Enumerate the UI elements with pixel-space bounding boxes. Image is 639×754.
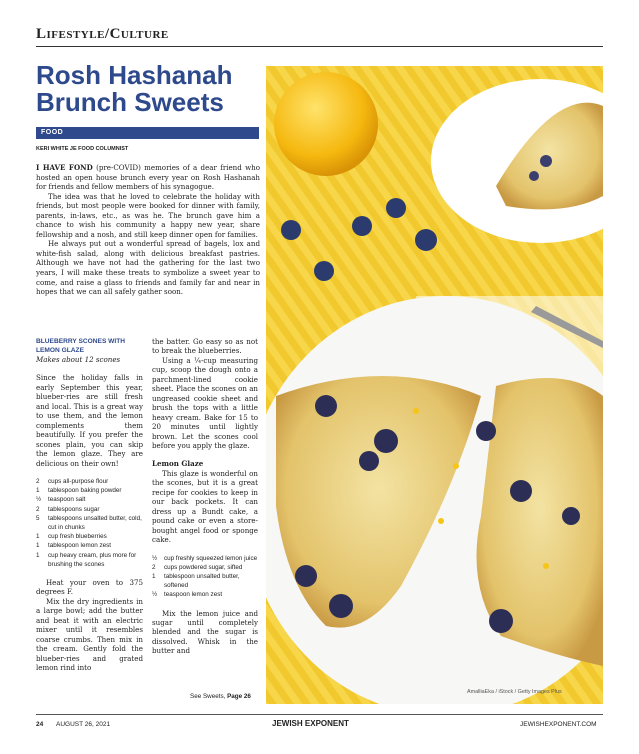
ingredient bbox=[36, 532, 143, 541]
blueberry bbox=[415, 229, 437, 251]
blueberry bbox=[314, 261, 334, 281]
article-intro bbox=[36, 163, 260, 297]
blueberry bbox=[476, 421, 496, 441]
intro-text-1: (pre-COVID) memories of a dear friend who hosted an open house brunch every year on Rosh Hashanah for friends and fellow members of his synagogue. bbox=[36, 163, 260, 192]
recipe-step-2-continued: the batter. Go easy so as not to break the blueberries. bbox=[152, 337, 258, 356]
ingredient-text: cups powdered sugar, sifted bbox=[164, 563, 243, 571]
recipe-column-2 bbox=[152, 337, 258, 656]
recipe-step-1: Heat your oven to 375 degrees F. bbox=[36, 578, 143, 597]
ingredient-text: teaspoon salt bbox=[48, 496, 86, 504]
blueberry bbox=[281, 220, 301, 240]
ingredient bbox=[36, 551, 143, 569]
photo-illustration bbox=[266, 66, 603, 704]
intro-lead: I HAVE FOND bbox=[36, 163, 93, 172]
ingredient-text: tablespoon unsalted butter, softened bbox=[164, 572, 240, 590]
page-number: 24 bbox=[36, 721, 44, 728]
ingredient-qty: ½ bbox=[36, 496, 42, 504]
recipe-intro: Since the holiday falls in early September this year, blueber-ries are still fresh and local. This is a great way to use them, and the lemon complements them beautifully. If you prefer the scones plain, you can skip the lemon glaze. They are delicious on their own! bbox=[36, 373, 143, 468]
blueberry bbox=[489, 609, 513, 633]
ingredient bbox=[36, 505, 143, 514]
blueberry bbox=[386, 198, 406, 218]
lemon-zest bbox=[543, 563, 549, 569]
food-photo bbox=[266, 66, 603, 704]
continuation-prefix: See Sweets, bbox=[190, 693, 228, 700]
ingredient-text: cups all-purpose flour bbox=[48, 477, 109, 485]
intro-paragraph-2: The idea was that he loved to celebrate the holiday with friends, but most people were booked for dinner with family, parents, in-laws, etc., as was he. The brunch gave him a chance to wish his community a happy new year, share fellowship and a nosh, and still keep dinner open for families. bbox=[36, 191, 260, 239]
ingredient-qty: 2 bbox=[36, 505, 40, 513]
category-tag: FOOD bbox=[36, 127, 259, 139]
continuation-link[interactable] bbox=[190, 693, 251, 700]
blueberry bbox=[359, 451, 379, 471]
glaze-title: Lemon Glaze bbox=[152, 459, 204, 469]
blueberry bbox=[562, 507, 580, 525]
ingredient-qty: 1 bbox=[36, 542, 40, 550]
blueberry bbox=[540, 155, 552, 167]
ingredient-qty: 1 bbox=[36, 551, 40, 559]
ingredient-qty: 5 bbox=[36, 514, 40, 522]
blueberry bbox=[295, 565, 317, 587]
ingredient-qty: ½ bbox=[152, 554, 158, 562]
ingredient bbox=[36, 477, 143, 486]
lemon-zest bbox=[453, 463, 459, 469]
lemon bbox=[274, 72, 378, 176]
ingredient bbox=[152, 554, 258, 563]
recipe-title: BLUEBERRY SCONES WITH LEMON GLAZE bbox=[36, 338, 126, 354]
blueberry bbox=[529, 171, 539, 181]
blueberry bbox=[315, 395, 337, 417]
ingredient bbox=[152, 590, 258, 599]
footer-divider bbox=[36, 714, 603, 715]
ingredient-qty: 2 bbox=[36, 477, 40, 485]
byline: KERI WHITE JE FOOD COLUMNIST bbox=[36, 146, 129, 152]
lemon-zest bbox=[413, 408, 419, 414]
glaze-ingredient-list bbox=[152, 554, 258, 600]
ingredient-qty: 1 bbox=[36, 487, 40, 495]
ingredient-qty: 1 bbox=[152, 572, 156, 580]
ingredient-text: cup fresh blueberries bbox=[48, 533, 107, 541]
ingredient-list bbox=[36, 477, 143, 569]
continuation-page: Page 26 bbox=[227, 693, 251, 700]
ingredient-text: tablespoons sugar bbox=[48, 505, 100, 513]
website-link[interactable]: JEWISHEXPONENT.COM bbox=[520, 721, 597, 728]
blueberry bbox=[329, 594, 353, 618]
blueberry bbox=[374, 429, 398, 453]
blueberry bbox=[352, 216, 372, 236]
section-header: Lifestyle/Culture bbox=[36, 26, 169, 42]
ingredient bbox=[36, 541, 143, 550]
recipe-yield: Makes about 12 scones bbox=[36, 355, 121, 364]
article-headline: Rosh Hashanah Brunch Sweets bbox=[36, 60, 233, 117]
recipe-step-3: Using a ¼-cup measuring cup, scoop the dough onto a parchment-lined cookie sheet. Place the scones on an ungreased cookie sheet and brush the tops with a little heavy cream. Bake for 15 to 20 minutes until lightly brown. Let the scones cool before you apply the glaze. bbox=[152, 355, 258, 450]
ingredient-text: cup heavy cream, plus more for brushing the scones bbox=[48, 551, 137, 568]
glaze-intro: This glaze is wonderful on the scones, but it is a great recipe for cookies to keep in our back pockets. It can dress up a Bundt cake, a pound cake or even a store-bought angel food or sponge cake. bbox=[152, 468, 258, 545]
publication-name: JEWISH EXPONENT bbox=[272, 719, 349, 728]
intro-paragraph-3: He always put out a wonderful spread of bagels, lox and white-fish salad, along with delicious breakfast pastries. Although we have not had the gathering for the last two years, I will make these treats to symbolize a sweet year to come, and raise a glass to friends and family far and near in hopes that we can all safely gather soon. bbox=[36, 239, 260, 297]
photo-credit: AmalliaEka / iStock / Getty Images Plus bbox=[467, 689, 562, 695]
ingredient-text: teaspoon lemon zest bbox=[164, 591, 223, 599]
ingredient bbox=[36, 514, 143, 532]
section-divider bbox=[36, 46, 603, 47]
ingredient bbox=[152, 563, 258, 572]
blueberry bbox=[510, 480, 532, 502]
ingredient-text: tablespoons unsalted butter, cold, cut in chunks bbox=[48, 514, 142, 531]
ingredient-text: tablespoon baking powder bbox=[48, 487, 122, 495]
ingredient-qty: 1 bbox=[36, 533, 40, 541]
lemon-zest bbox=[438, 518, 444, 524]
ingredient-text: cup freshly squeezed lemon juice bbox=[164, 554, 258, 562]
ingredient-text: tablespoon lemon zest bbox=[48, 542, 112, 550]
recipe-step-2: Mix the dry ingredients in a large bowl; add the butter and beat it with an electric mixer until it resembles coarse crumbs. Then mix in the cream. Gently fold the blueber-ries and grated lemon rind into bbox=[36, 596, 143, 673]
glaze-step: Mix the lemon juice and sugar until completely blended and the sugar is dissolved. Whisk in the butter and bbox=[152, 608, 258, 656]
ingredient bbox=[36, 486, 143, 495]
ingredient-qty: ½ bbox=[152, 591, 158, 599]
intro-paragraph-1 bbox=[36, 163, 260, 192]
ingredient bbox=[36, 495, 143, 504]
issue-date: AUGUST 26, 2021 bbox=[56, 721, 111, 728]
recipe-column-1 bbox=[36, 337, 143, 673]
ingredient-qty: 2 bbox=[152, 563, 156, 571]
ingredient bbox=[152, 572, 258, 590]
